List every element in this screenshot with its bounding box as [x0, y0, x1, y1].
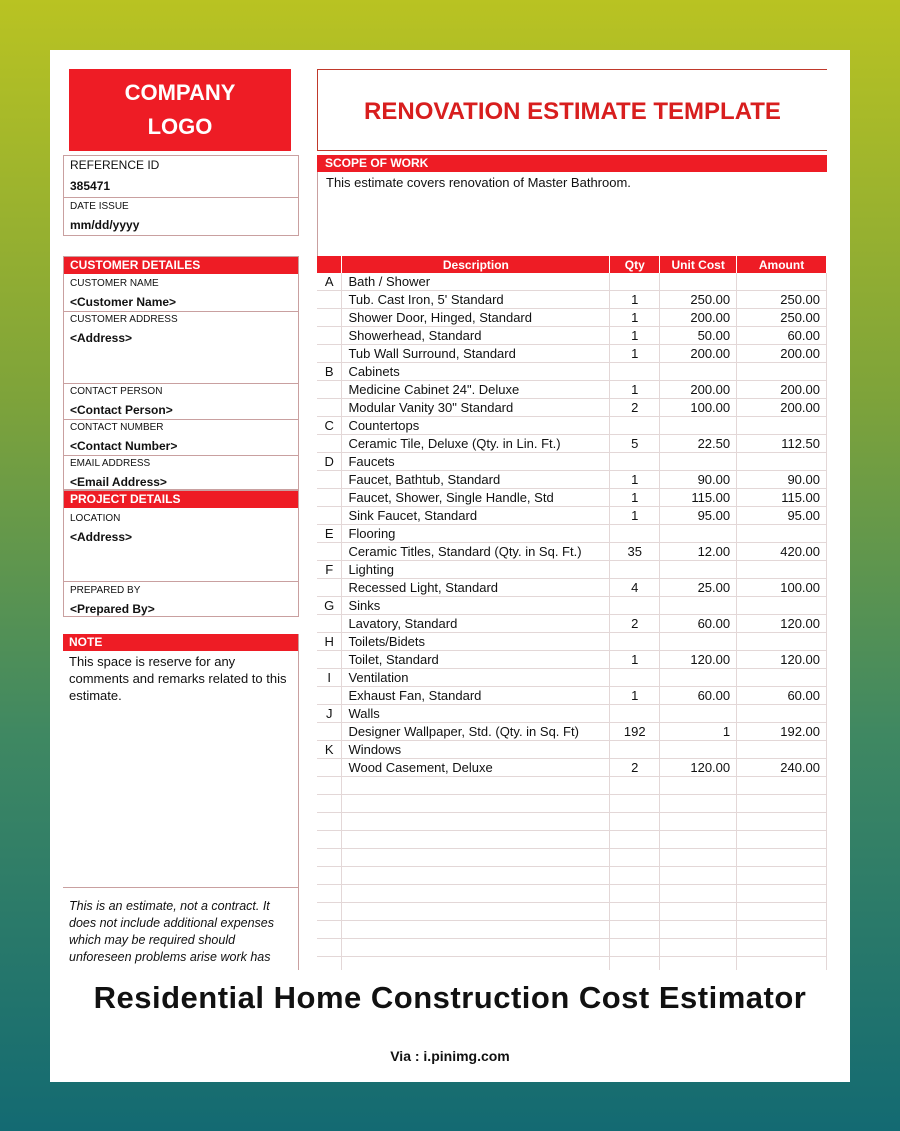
table-row[interactable]: [317, 903, 827, 921]
row-section-letter[interactable]: [317, 579, 342, 597]
table-row[interactable]: [317, 795, 827, 813]
table-row[interactable]: [317, 597, 827, 615]
row-unit-cost[interactable]: 95.00: [660, 507, 737, 525]
row-qty[interactable]: [610, 453, 660, 471]
table-row[interactable]: [317, 633, 827, 651]
divider: [64, 419, 298, 420]
customer-address-label: CUSTOMER ADDRESS: [70, 314, 178, 325]
table-row[interactable]: [317, 867, 827, 885]
row-section-letter[interactable]: [317, 651, 342, 669]
disclaimer-text: This is an estimate, not a contract. It does not include additional expenses which may be required should unforeseen problems arise work has: [69, 899, 275, 964]
row-amount[interactable]: [737, 903, 827, 921]
row-unit-cost[interactable]: 90.00: [660, 471, 737, 489]
row-unit-cost[interactable]: 50.00: [660, 327, 737, 345]
row-section-letter[interactable]: [317, 471, 342, 489]
row-qty[interactable]: [610, 831, 660, 849]
row-unit-cost[interactable]: 22.50: [660, 435, 737, 453]
row-description[interactable]: [342, 867, 610, 885]
table-row[interactable]: [317, 777, 827, 795]
row-qty[interactable]: 1: [610, 291, 660, 309]
row-section-letter[interactable]: A: [317, 273, 342, 291]
row-amount[interactable]: [737, 867, 827, 885]
row-unit-cost[interactable]: [660, 741, 737, 759]
row-amount[interactable]: [737, 831, 827, 849]
table-row[interactable]: [317, 651, 827, 669]
row-qty[interactable]: [610, 417, 660, 435]
row-description[interactable]: Lavatory, Standard: [342, 615, 610, 633]
row-description[interactable]: Ceramic Tile, Deluxe (Qty. in Lin. Ft.): [342, 435, 610, 453]
divider: [64, 197, 298, 198]
row-qty[interactable]: [610, 633, 660, 651]
row-amount[interactable]: 250.00: [737, 309, 827, 327]
row-amount[interactable]: 240.00: [737, 759, 827, 777]
email-label: EMAIL ADDRESS: [70, 458, 151, 469]
row-description[interactable]: [342, 777, 610, 795]
row-description[interactable]: Faucet, Bathtub, Standard: [342, 471, 610, 489]
row-section-letter[interactable]: [317, 435, 342, 453]
row-unit-cost[interactable]: [660, 813, 737, 831]
customer-address-value[interactable]: <Address>: [70, 331, 133, 345]
table-row[interactable]: [317, 435, 827, 453]
row-amount[interactable]: 115.00: [737, 489, 827, 507]
divider: [64, 455, 298, 456]
row-unit-cost[interactable]: 115.00: [660, 489, 737, 507]
scope-of-work-text[interactable]: This estimate covers renovation of Master Bathroom.: [326, 175, 631, 190]
table-row[interactable]: [317, 741, 827, 759]
row-qty[interactable]: [610, 903, 660, 921]
row-section-letter[interactable]: [317, 921, 342, 939]
row-section-letter[interactable]: E: [317, 525, 342, 543]
row-amount[interactable]: 100.00: [737, 579, 827, 597]
row-unit-cost[interactable]: [660, 777, 737, 795]
row-description[interactable]: Tub Wall Surround, Standard: [342, 345, 610, 363]
row-unit-cost[interactable]: 120.00: [660, 651, 737, 669]
row-qty[interactable]: 2: [610, 759, 660, 777]
table-row[interactable]: [317, 525, 827, 543]
row-unit-cost[interactable]: 60.00: [660, 687, 737, 705]
table-row[interactable]: [317, 453, 827, 471]
row-description[interactable]: [342, 813, 610, 831]
row-unit-cost[interactable]: [660, 561, 737, 579]
customer-name-label: CUSTOMER NAME: [70, 278, 159, 289]
row-section-letter[interactable]: [317, 327, 342, 345]
row-section-letter[interactable]: [317, 399, 342, 417]
row-description[interactable]: Cabinets: [342, 363, 610, 381]
row-unit-cost[interactable]: [660, 795, 737, 813]
row-description[interactable]: Medicine Cabinet 24". Deluxe: [342, 381, 610, 399]
row-unit-cost[interactable]: 1: [660, 723, 737, 741]
row-description[interactable]: Walls: [342, 705, 610, 723]
table-header-row: [317, 256, 827, 273]
row-amount[interactable]: 200.00: [737, 381, 827, 399]
row-section-letter[interactable]: [317, 291, 342, 309]
reference-box: [63, 155, 299, 236]
row-section-letter[interactable]: [317, 507, 342, 525]
divider: [64, 581, 298, 582]
row-qty[interactable]: 2: [610, 615, 660, 633]
location-value[interactable]: <Address>: [70, 530, 133, 544]
row-section-letter[interactable]: [317, 543, 342, 561]
row-amount[interactable]: [737, 633, 827, 651]
row-section-letter[interactable]: I: [317, 669, 342, 687]
row-unit-cost[interactable]: [660, 939, 737, 957]
row-section-letter[interactable]: [317, 795, 342, 813]
table-row[interactable]: [317, 471, 827, 489]
table-row[interactable]: [317, 957, 827, 971]
row-description[interactable]: [342, 795, 610, 813]
row-qty[interactable]: [610, 561, 660, 579]
row-qty[interactable]: 192: [610, 723, 660, 741]
row-section-letter[interactable]: [317, 759, 342, 777]
row-unit-cost[interactable]: 250.00: [660, 291, 737, 309]
project-details-box: [63, 490, 299, 617]
divider: [317, 172, 318, 256]
row-unit-cost[interactable]: 200.00: [660, 381, 737, 399]
prepared-by-value[interactable]: <Prepared By>: [70, 602, 155, 616]
qty-header: Qty: [610, 256, 660, 273]
row-amount[interactable]: 95.00: [737, 507, 827, 525]
project-details-header: PROJECT DETAILS: [64, 491, 298, 508]
row-qty[interactable]: [610, 777, 660, 795]
amount-header: Amount: [737, 256, 827, 273]
table-row[interactable]: [317, 381, 827, 399]
row-section-letter[interactable]: [317, 957, 342, 971]
row-amount[interactable]: [737, 669, 827, 687]
row-amount[interactable]: [737, 417, 827, 435]
row-description[interactable]: [342, 939, 610, 957]
row-description[interactable]: [342, 903, 610, 921]
scope-of-work-header: SCOPE OF WORK: [317, 155, 827, 172]
table-row[interactable]: [317, 291, 827, 309]
row-qty[interactable]: 1: [610, 489, 660, 507]
row-unit-cost[interactable]: [660, 885, 737, 903]
row-amount[interactable]: [737, 453, 827, 471]
table-row[interactable]: [317, 705, 827, 723]
contact-number-label: CONTACT NUMBER: [70, 422, 164, 433]
row-amount[interactable]: [737, 525, 827, 543]
row-section-letter[interactable]: G: [317, 597, 342, 615]
row-description[interactable]: Modular Vanity 30" Standard: [342, 399, 610, 417]
row-description[interactable]: [342, 957, 610, 971]
row-section-letter[interactable]: [317, 885, 342, 903]
row-section-letter[interactable]: [317, 849, 342, 867]
row-unit-cost[interactable]: [660, 903, 737, 921]
table-row[interactable]: [317, 399, 827, 417]
unit-cost-header: Unit Cost: [660, 256, 737, 273]
date-issue-value[interactable]: mm/dd/yyyy: [70, 218, 140, 232]
row-section-letter[interactable]: [317, 723, 342, 741]
row-amount[interactable]: [737, 939, 827, 957]
table-row[interactable]: [317, 363, 827, 381]
row-section-letter[interactable]: [317, 381, 342, 399]
row-qty[interactable]: 35: [610, 543, 660, 561]
row-unit-cost[interactable]: [660, 921, 737, 939]
table-row[interactable]: [317, 345, 827, 363]
row-section-letter[interactable]: [317, 867, 342, 885]
row-unit-cost[interactable]: 200.00: [660, 309, 737, 327]
table-row[interactable]: [317, 489, 827, 507]
row-qty[interactable]: 1: [610, 687, 660, 705]
row-amount[interactable]: [737, 597, 827, 615]
estimate-document: [50, 50, 850, 970]
row-unit-cost[interactable]: [660, 273, 737, 291]
table-row[interactable]: [317, 309, 827, 327]
row-section-letter[interactable]: J: [317, 705, 342, 723]
customer-name-value[interactable]: <Customer Name>: [70, 295, 177, 309]
row-qty[interactable]: [610, 849, 660, 867]
row-qty[interactable]: 4: [610, 579, 660, 597]
row-unit-cost[interactable]: [660, 669, 737, 687]
row-qty[interactable]: [610, 597, 660, 615]
divider: [63, 887, 298, 888]
row-description[interactable]: Faucet, Shower, Single Handle, Std: [342, 489, 610, 507]
row-qty[interactable]: [610, 273, 660, 291]
document-title: RENOVATION ESTIMATE TEMPLATE: [364, 98, 781, 125]
row-qty[interactable]: [610, 669, 660, 687]
row-qty[interactable]: 1: [610, 471, 660, 489]
company-logo: [69, 69, 291, 151]
row-description[interactable]: Tub. Cast Iron, 5' Standard: [342, 291, 610, 309]
row-amount[interactable]: [737, 363, 827, 381]
row-qty[interactable]: [610, 885, 660, 903]
table-row[interactable]: [317, 543, 827, 561]
row-unit-cost[interactable]: 200.00: [660, 345, 737, 363]
row-qty[interactable]: 2: [610, 399, 660, 417]
customer-details-header: CUSTOMER DETAILES: [64, 257, 298, 274]
row-qty[interactable]: [610, 705, 660, 723]
row-amount[interactable]: [737, 795, 827, 813]
row-unit-cost[interactable]: [660, 957, 737, 971]
table-row[interactable]: [317, 561, 827, 579]
table-row[interactable]: [317, 831, 827, 849]
row-qty[interactable]: 1: [610, 381, 660, 399]
caption-title: Residential Home Construction Cost Estimator: [93, 980, 807, 1015]
row-qty[interactable]: 1: [610, 345, 660, 363]
table-row[interactable]: [317, 507, 827, 525]
row-description[interactable]: Ventilation: [342, 669, 610, 687]
row-description[interactable]: Flooring: [342, 525, 610, 543]
document-card: [50, 50, 850, 1082]
title-box: [317, 69, 827, 151]
row-description[interactable]: Showerhead, Standard: [342, 327, 610, 345]
note-text[interactable]: This space is reserve for any comments and remarks related to this estimate.: [69, 654, 287, 703]
row-description[interactable]: Ceramic Titles, Standard (Qty. in Sq. Ft.): [342, 543, 610, 561]
row-unit-cost[interactable]: [660, 867, 737, 885]
table-row[interactable]: [317, 417, 827, 435]
row-amount[interactable]: 60.00: [737, 327, 827, 345]
row-qty[interactable]: [610, 525, 660, 543]
row-unit-cost[interactable]: 120.00: [660, 759, 737, 777]
row-description[interactable]: [342, 831, 610, 849]
row-unit-cost[interactable]: [660, 633, 737, 651]
row-amount[interactable]: [737, 561, 827, 579]
row-section-letter[interactable]: [317, 831, 342, 849]
row-description[interactable]: Sinks: [342, 597, 610, 615]
contact-person-value[interactable]: <Contact Person>: [70, 403, 173, 417]
table-row[interactable]: [317, 579, 827, 597]
row-amount[interactable]: 250.00: [737, 291, 827, 309]
divider: [64, 383, 298, 384]
row-amount[interactable]: [737, 885, 827, 903]
row-description[interactable]: Sink Faucet, Standard: [342, 507, 610, 525]
row-section-letter[interactable]: [317, 345, 342, 363]
row-section-letter[interactable]: [317, 903, 342, 921]
row-qty[interactable]: [610, 957, 660, 971]
row-amount[interactable]: 112.50: [737, 435, 827, 453]
row-unit-cost[interactable]: [660, 831, 737, 849]
row-description[interactable]: Recessed Light, Standard: [342, 579, 610, 597]
row-unit-cost[interactable]: 100.00: [660, 399, 737, 417]
row-section-letter[interactable]: [317, 309, 342, 327]
contact-number-value[interactable]: <Contact Number>: [70, 439, 178, 453]
row-description[interactable]: Windows: [342, 741, 610, 759]
location-label: LOCATION: [70, 513, 121, 524]
row-description[interactable]: [342, 921, 610, 939]
row-amount[interactable]: [737, 777, 827, 795]
table-row[interactable]: [317, 615, 827, 633]
row-amount[interactable]: 90.00: [737, 471, 827, 489]
row-description[interactable]: Toilet, Standard: [342, 651, 610, 669]
row-qty[interactable]: [610, 813, 660, 831]
row-unit-cost[interactable]: 60.00: [660, 615, 737, 633]
row-qty[interactable]: 5: [610, 435, 660, 453]
table-row[interactable]: [317, 723, 827, 741]
email-value[interactable]: <Email Address>: [70, 475, 167, 489]
contact-person-label: CONTACT PERSON: [70, 386, 163, 397]
source-credit: Via : i.pinimg.com: [390, 1048, 510, 1064]
row-description[interactable]: Countertops: [342, 417, 610, 435]
row-qty[interactable]: [610, 867, 660, 885]
row-unit-cost[interactable]: [660, 453, 737, 471]
row-unit-cost[interactable]: [660, 849, 737, 867]
row-unit-cost[interactable]: 12.00: [660, 543, 737, 561]
logo-line-2: LOGO: [147, 114, 213, 139]
row-section-letter[interactable]: H: [317, 633, 342, 651]
row-amount[interactable]: 120.00: [737, 651, 827, 669]
row-section-letter[interactable]: B: [317, 363, 342, 381]
row-qty[interactable]: [610, 741, 660, 759]
row-amount[interactable]: 60.00: [737, 687, 827, 705]
row-amount[interactable]: [737, 741, 827, 759]
row-description[interactable]: Designer Wallpaper, Std. (Qty. in Sq. Ft): [342, 723, 610, 741]
date-issue-label: DATE ISSUE: [70, 201, 129, 212]
row-amount[interactable]: [737, 849, 827, 867]
row-amount[interactable]: [737, 813, 827, 831]
table-row[interactable]: [317, 687, 827, 705]
row-unit-cost[interactable]: [660, 417, 737, 435]
table-row[interactable]: [317, 849, 827, 867]
table-row[interactable]: [317, 273, 827, 291]
note-header: NOTE: [63, 634, 298, 651]
table-row[interactable]: [317, 885, 827, 903]
table-row[interactable]: [317, 759, 827, 777]
description-header: Description: [342, 256, 610, 273]
row-section-letter[interactable]: [317, 939, 342, 957]
logo-line-1: COMPANY: [124, 80, 236, 105]
table-row[interactable]: [317, 327, 827, 345]
row-amount[interactable]: [737, 705, 827, 723]
row-section-letter[interactable]: K: [317, 741, 342, 759]
reference-value[interactable]: 385471: [70, 179, 111, 193]
row-qty[interactable]: 1: [610, 327, 660, 345]
row-section-letter[interactable]: C: [317, 417, 342, 435]
row-qty[interactable]: [610, 921, 660, 939]
row-amount[interactable]: 192.00: [737, 723, 827, 741]
row-unit-cost[interactable]: [660, 525, 737, 543]
row-section-letter[interactable]: [317, 813, 342, 831]
table-row[interactable]: [317, 921, 827, 939]
row-description[interactable]: Lighting: [342, 561, 610, 579]
row-amount[interactable]: [737, 921, 827, 939]
prepared-by-label: PREPARED BY: [70, 585, 141, 596]
table-row[interactable]: [317, 813, 827, 831]
row-unit-cost[interactable]: [660, 363, 737, 381]
row-amount[interactable]: 200.00: [737, 345, 827, 363]
row-amount[interactable]: [737, 273, 827, 291]
row-section-letter[interactable]: [317, 687, 342, 705]
row-qty[interactable]: 1: [610, 507, 660, 525]
row-description[interactable]: [342, 885, 610, 903]
row-description[interactable]: Shower Door, Hinged, Standard: [342, 309, 610, 327]
divider: [64, 311, 298, 312]
row-section-letter[interactable]: [317, 777, 342, 795]
row-qty[interactable]: 1: [610, 651, 660, 669]
row-section-letter[interactable]: F: [317, 561, 342, 579]
reference-label: REFERENCE ID: [70, 158, 160, 172]
row-qty[interactable]: [610, 363, 660, 381]
table-row[interactable]: [317, 939, 827, 957]
row-description[interactable]: Wood Casement, Deluxe: [342, 759, 610, 777]
row-qty[interactable]: [610, 795, 660, 813]
row-amount[interactable]: 120.00: [737, 615, 827, 633]
row-amount[interactable]: [737, 957, 827, 971]
row-description[interactable]: Toilets/Bidets: [342, 633, 610, 651]
row-unit-cost[interactable]: [660, 705, 737, 723]
row-description[interactable]: Bath / Shower: [342, 273, 610, 291]
row-section-letter[interactable]: [317, 489, 342, 507]
row-amount[interactable]: 420.00: [737, 543, 827, 561]
row-section-letter[interactable]: [317, 615, 342, 633]
row-description[interactable]: [342, 849, 610, 867]
row-unit-cost[interactable]: 25.00: [660, 579, 737, 597]
row-section-letter[interactable]: D: [317, 453, 342, 471]
row-unit-cost[interactable]: [660, 597, 737, 615]
row-qty[interactable]: [610, 939, 660, 957]
row-qty[interactable]: 1: [610, 309, 660, 327]
row-description[interactable]: Faucets: [342, 453, 610, 471]
table-row[interactable]: [317, 669, 827, 687]
items-table: [317, 256, 827, 970]
customer-details-box: [63, 256, 299, 490]
row-description[interactable]: Exhaust Fan, Standard: [342, 687, 610, 705]
row-amount[interactable]: 200.00: [737, 399, 827, 417]
